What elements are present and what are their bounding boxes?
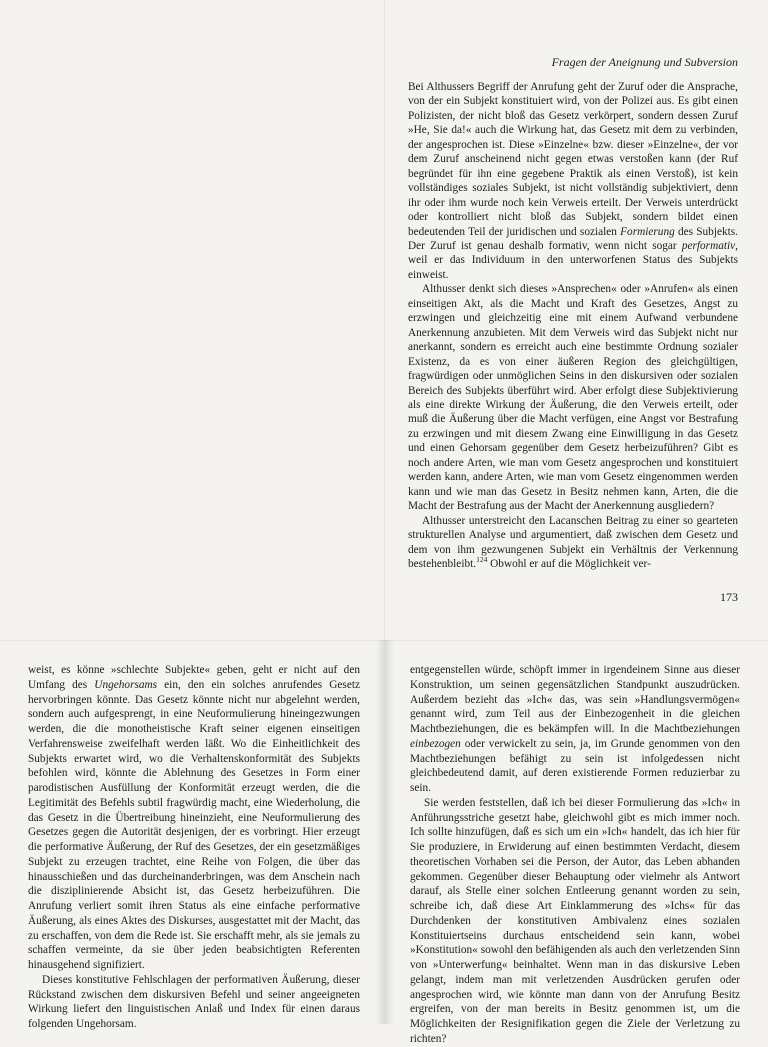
top-page-body (408, 80, 738, 571)
paragraph-text: entgegenstellen würde, schöpft immer in irgendeinem Sinne aus dieser Konstruktion, um seinen gegensätzlichen Standpunkt auszudrücken. Außerdem bezieht das »Ich« das, was sein »Handlungsvermögen« genannt wird, zum Teil aus der Einbezogenheit in die gleichen Machtbeziehungen, die es bekämpfen will. In die Machtbeziehungen (410, 664, 740, 735)
paragraph (408, 514, 738, 572)
paragraph-text: Obwohl er auf die Möglichkeit ver- (487, 557, 651, 570)
paragraph: Sie werden feststellen, daß ich bei dieser Formulierung das »Ich« in Anführungsstriche gesetzt habe, gleichwohl gibt es mich immer noch. Ich sollte hinzufügen, daß es sich um ein »Ich« handelt, das ich hier für Sie produziere, in Erwiderung auf einen bestimmten Verdacht, diesem theoretischen Vorhaben sei die Person, der Autor, das Leben abhanden gekommen. Gegenüber dieser Behauptung oder vielmehr als Antwort darauf, als Stelle einer solchen Entleerung genannt worden zu sein, schreibe ich, daß diese Art Einklammerung des »Ichs« für das Durchdenken der konstitutiven Ambivalenz eines sozialen Konstituiertseins durchaus entscheidend sein kann, wobei »Konstitution« sowohl den befähigenden als auch den verletzenden Sinn von »Unterwerfung« beinhaltet. Wenn man in das diskursive Leben gelangt, indem man mit verletzenden Ausdrücken gerufen oder angesprochen wird, wie könnte man dann von der Anrufung Besitz ergreifen, von der man bereits in Besitz genommen ist, um die Möglichkeiten der Resignifikation gegen die Ziele der Verletzung zu richten? (410, 796, 740, 1045)
emphasized-text: performativ (681, 239, 736, 252)
paragraph: Althusser denkt sich dieses »Ansprechen« oder »Anrufen« als einen einseitigen Akt, als die Macht und Kraft des Gesetzes, Angst zu erzwingen und gleichzeitig eine mit einem Aufwand verbundene Anerkennung anzubieten. Mit dem Verweis wird das Subjekt nicht nur anerkannt, sondern es erreicht auch eine bestimmte Ordnung sozialer Existenz, da es von einer äußeren Region des gleichgültigen, fragwürdigen oder unmöglichen Seins in den diskursiven oder sozialen Bereich des Subjekts überführt wird. Aber erfolgt diese Subjektivierung als eine direkte Wirkung der Äußerung, die den Verweis erteilt, oder muß die Äußerung über die Macht verfügen, eine Angst vor Bestrafung zu erzwingen und mit diesem Zwang eine Einwilligung in das Gesetz und einen Gehorsam gegenüber dem Gesetz herbeizuführen? Gibt es noch andere Arten, wie man vom Gesetz angesprochen und konstituiert werden kann, andere Arten, wie man vom Gesetz eingenommen werden kann und wie man das Gesetz in Besitz nehmen kann, Arten, die die Macht der Bestrafung aus der Macht der Anerkennung ausgliedern? (408, 283, 738, 513)
footnote-ref: 124 (476, 555, 488, 565)
paragraph (410, 663, 740, 796)
emphasized-text: einbezogen (410, 737, 461, 750)
running-header: Fragen der Aneignung und Subversion (551, 55, 738, 69)
emphasized-text: Ungehorsams (94, 678, 158, 691)
emphasized-text: Formierung (620, 225, 675, 238)
book-spine (384, 0, 385, 640)
paragraph-text: , weil er das Individuum in den unterworfenen Status des Subjekts einweist. (408, 239, 738, 281)
paragraph-text: oder verwickelt zu sein, ja, im Grunde genommen von den Machtbeziehungen befähigt zu sein ist infolgedessen nicht gleichbedeutend damit, auf deren existierende Formen reduzierbar zu sein. (410, 737, 740, 794)
paragraph (408, 80, 738, 282)
paragraph-text: des Subjekts. Der Zuruf ist genau deshalb formativ, wenn nicht sogar (408, 225, 738, 252)
paragraph-text: Bei Althussers Begriff der Anrufung geht der Zuruf oder die Ansprache, von der ein Subjekt konstituiert wird, von der Polizei aus. Es gibt einen Polizisten, der nicht bloß das Gesetz verkörpert, sondern dessen Zuruf »He, Sie da!« auch die Wirkung hat, das Gesetz mit dem zu verbinden, der angesprochen ist. Diese »Einzelne« bzw. dieser »Einzelne«, der vor dem Zuruf anscheinend nicht gegen etwas verstoßen kann (der Ruf begründet für ihn eine gegebene Praktik als einen Verstoß), ist kein vollständiges soziales Subjekt, ist nicht vollständig subjektiviert, denn ihr oder ihm wurde noch kein Verweis erteilt. Der Verweis unterdrückt oder kontrolliert nicht bloß das Subjekt, sondern bildet einen bedeutenden Teil der juridischen und sozialen (408, 81, 738, 238)
paragraph-text: ein, den ein solches anrufendes Gesetz hervorbringen könnte. Das Gesetz könnte nicht nur abgelehnt werden, sondern auch aufgesprengt, in eine Neuformulierung hineingezwungen werden, die die monotheistische Kraft seiner eigenen einseitigen Verfahrensweise zweifelhaft werden läßt. Wo die Einheitlichkeit des Subjekts erwartet wird, wo die Verhaltenskonformität des Subjekts befohlen wird, könnte die Ablehnung des Gesetzes in Form einer parodistischen Ausfüllung der Konformität erzeugt werden, die die Legitimität des Befehls subtil fragwürdig macht, eine Wiederholung, die das Gesetz in die Übertreibung hineinzieht, eine Neuformulierung des Gesetzes gegen die Autorität desjenigen, der es vorbringt. Hier erzeugt die performative Äußerung, der Ruf des Gesetzes, der ein gesetzmäßiges Subjekt zu erzeugen trachtet, eine Reihe von Folgen, die über das hinausschießen und das durcheinanderbringen, was dem Anschein nach die disziplinierende Absicht ist, das Gesetz herbeizuführen. Die Anrufung verliert somit ihren Status als eine einfache performative Äußerung, als eines Aktes des Diskurses, ausgestattet mit der Macht, das zu erschaffen, von dem die Rede ist. Sie erschafft mehr, als sie jemals zu schaffen vermeinte, da sie über jeden beabsichtigten Referenten hinausgehend signifiziert. (28, 678, 360, 971)
bottom-left-page-body (28, 663, 360, 1032)
paragraph-text: weist, es könne »schlechte Subjekte« geben, geht er nicht auf den Umfang des (28, 664, 360, 691)
bottom-right-page-body (410, 663, 740, 1047)
page-number: 173 (720, 590, 738, 604)
paragraph: Dieses konstitutive Fehlschlagen der performativen Äußerung, dieser Rückstand zwischen dem diskursiven Befehl und seiner angeeigneten Wirkung liefert den linguistischen Anlaß und Index für einen daraus folgenden Ungehorsam. (28, 973, 360, 1030)
gutter-shadow (376, 640, 394, 1024)
paragraph (28, 663, 360, 973)
paragraph-text: Althusser unterstreicht den Lacanschen Beitrag zu einer so gearteten strukturellen Analyse und argumentiert, daß zwischen dem Gesetz und dem von ihm gezwungenen Subjekt ein Verhältnis der Verkennung bestehenbleibt. (408, 514, 738, 570)
